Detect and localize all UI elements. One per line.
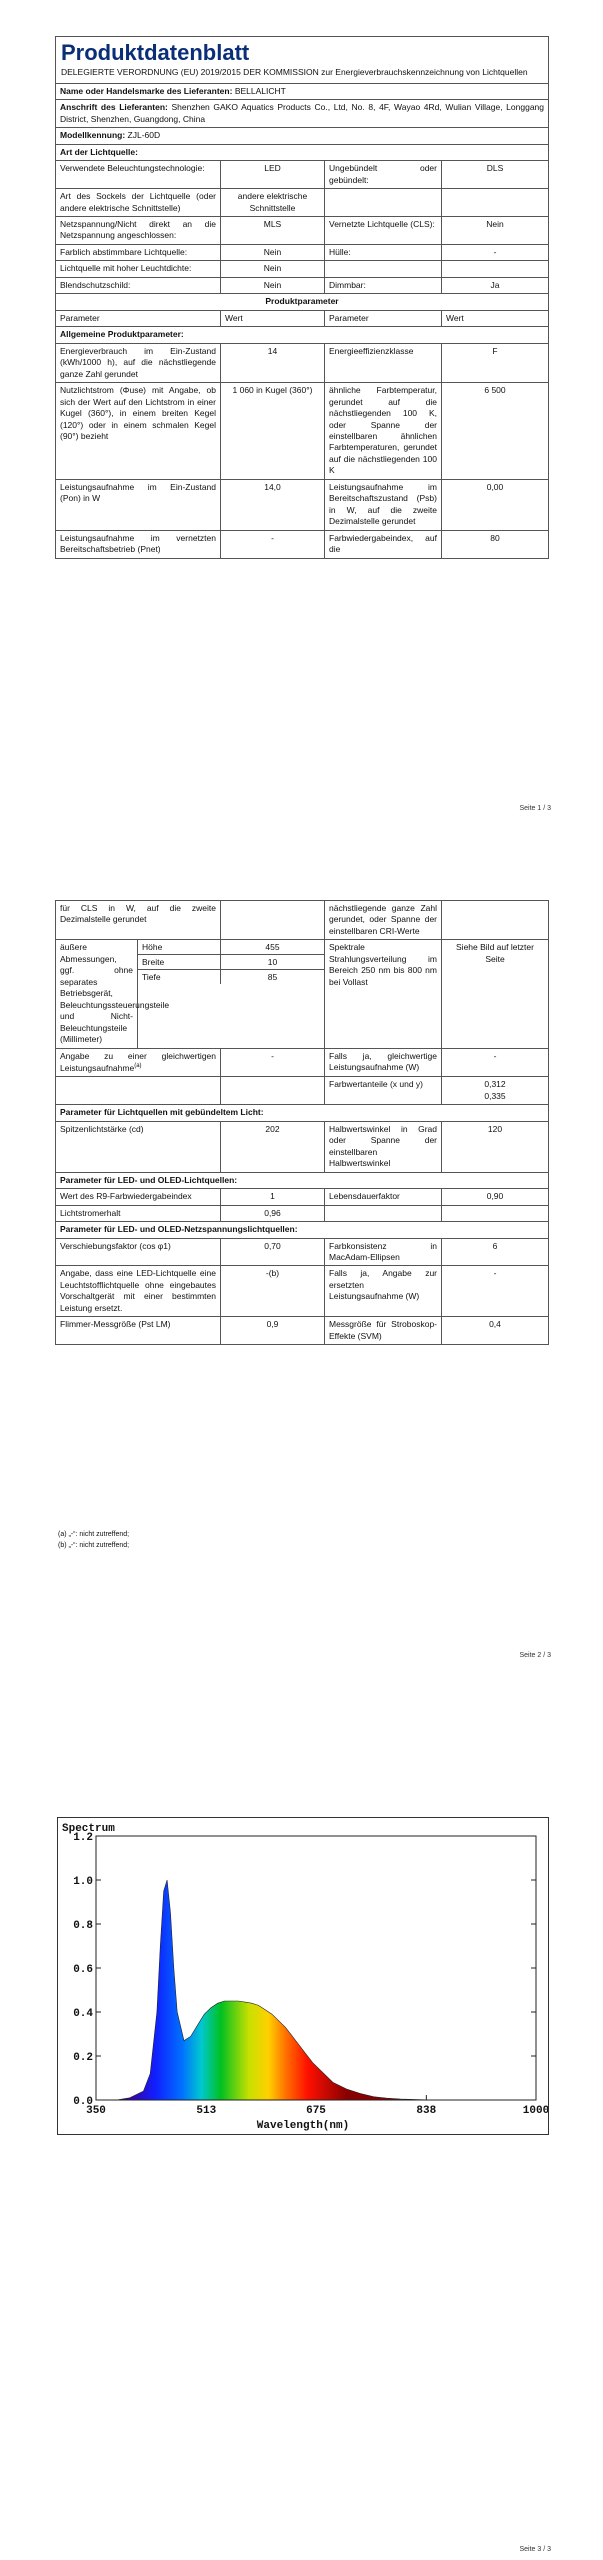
param-value: DLS: [486, 163, 504, 174]
supplier-address: Shenzhen GAKO Aquatics Products Co., Ltd, No. 8, 4F, Wayao 4Rd, Wulian Village, Longgang District, Shenzhen, Guangdong, China: [60, 102, 544, 124]
param-label: Verschiebungsfaktor (cos φ1): [56, 1239, 221, 1266]
param-label: Lebensdauerfaktor: [325, 1189, 442, 1204]
param-label: Netzspannung/Nicht direkt an die Netzspannung angeschlossen:: [56, 217, 221, 244]
y-tick-label: 0.6: [73, 1964, 93, 1976]
param-value: 1: [221, 1189, 325, 1204]
param-value: 0,9: [221, 1317, 325, 1344]
page-footer: Seite 3 / 3: [519, 2546, 551, 2553]
footnote: (b) „-“: nicht zutreffend;: [58, 1541, 130, 1549]
column-header: Parameter: [325, 311, 442, 326]
param-label: ähnliche Farbtemperatur, gerundet auf die nächstliegenden 100 K, oder Spanne der einstellbaren ähnlichen Farbtemperaturen, gerundet auf die nächstliegenden 100 K: [325, 383, 442, 479]
param-value: Ja: [490, 279, 500, 290]
chromaticity-y: 0,335: [484, 1090, 506, 1101]
y-tick-label: 1.2: [73, 1832, 93, 1844]
table-row: [56, 1189, 548, 1205]
regulation-subtitle: DELEGIERTE VERORDNUNG (EU) 2019/2015 DER KOMMISSION zur Energieverbrauchskennzeichnung von Lichtquellen: [61, 67, 528, 78]
spectral-value: Siehe Bild auf letzter Seite: [456, 942, 534, 964]
param-label: Falls ja, Angabe zur ersetzten Leistungsaufnahme (W): [325, 1266, 442, 1316]
x-tick-label: 513: [196, 2105, 217, 2117]
table-row: [56, 1266, 548, 1317]
supplier-name: BELLALICHT: [234, 85, 286, 96]
param-value: [442, 261, 548, 276]
param-label: Farblich abstimmbare Lichtquelle:: [56, 245, 221, 260]
document-title: Produktdatenblatt: [61, 40, 250, 65]
dimension-label: Breite: [138, 955, 221, 969]
table-row: [56, 901, 548, 940]
datasheet-table-2: [55, 900, 549, 1345]
table-row: [56, 1239, 548, 1267]
equiv-power-label-text: Angabe zu einer gleichwertigen Leistungsaufnahme: [60, 1050, 216, 1073]
param-label: Hülle:: [325, 245, 442, 260]
equiv-power-value: -: [221, 1049, 325, 1077]
param-value: [442, 189, 548, 216]
param-value: 0,00: [486, 481, 504, 492]
param-label: Nutzlichtstrom (Φuse) mit Angabe, ob sich der Wert auf den Lichtstrom in einer Kugel (360°), in einem breiten Kegel (120°) oder in einem schmalen Kegel (90°) bezieht: [56, 383, 221, 479]
supplier-address-label: Anschrift des Lieferanten:: [60, 102, 168, 113]
param-value: Nein: [221, 245, 325, 260]
param-label: Halbwertswinkel in Grad oder Spanne der einstellbaren Halbwertswinkel: [325, 1122, 442, 1172]
chromaticity-label: Farbwertanteile (x und y): [325, 1077, 442, 1104]
equiv-power-label: [56, 1049, 221, 1077]
table-row: [56, 531, 548, 558]
y-tick-label: 0.8: [73, 1920, 93, 1932]
table-header-row: [56, 311, 548, 327]
param-label: Lichtstromerhalt: [56, 1206, 221, 1221]
chromaticity-x: 0,312: [484, 1079, 506, 1090]
param-label: Angabe, dass eine LED-Lichtquelle eine Leuchtstofflichtquelle ohne eingebautes Vorschaltgerät mit einer bestimmten Leistung ersetzt.: [56, 1266, 221, 1316]
param-label: Spitzenlichtstärke (cd): [56, 1122, 221, 1172]
param-value: [442, 1206, 548, 1221]
param-label: Verwendete Beleuchtungstechnologie:: [56, 161, 221, 188]
x-axis-label: Wavelength(nm): [256, 2120, 350, 2132]
param-value: 0,4: [489, 1319, 501, 1330]
chart-title: Spectrum: [62, 1823, 115, 1835]
chromaticity-value: [442, 1077, 548, 1104]
table-row: [56, 1077, 548, 1105]
table-row: [56, 278, 548, 294]
param-value: [442, 901, 548, 939]
param-value: -: [493, 1268, 497, 1279]
dimensions-values: [138, 940, 325, 1047]
mls-section-heading: Parameter für LED- und OLED-Netzspannungslichtquellen:: [60, 1224, 298, 1235]
page-1: [0, 0, 603, 812]
param-value: [221, 901, 325, 939]
param-label: Leistungsaufnahme im Ein-Zustand (Pon) in W: [56, 480, 221, 530]
param-value: -(b): [221, 1266, 325, 1316]
param-label: Energieverbrauch im Ein-Zustand (kWh/1000 h), auf die nächstliegende ganze Zahl gerundet: [56, 344, 221, 382]
table-row: [56, 344, 548, 383]
param-label: Lichtquelle mit hoher Leuchtdichte:: [56, 261, 221, 276]
param-value: 0,96: [221, 1206, 325, 1221]
column-header: Wert: [221, 311, 325, 326]
param-label: Leistungsaufnahme im Bereitschaftszustand (Psb) in W, auf die zweite Dezimalstelle gerundet: [325, 480, 442, 530]
page-footer: Seite 1 / 3: [519, 805, 551, 812]
y-tick-label: 0.4: [73, 2008, 93, 2020]
table-row: [56, 1122, 548, 1173]
table-row: [56, 1317, 548, 1344]
equiv-power-r-label: Falls ja, gleichwertige Leistungsaufnahme (W): [325, 1049, 442, 1077]
led-section-heading: Parameter für LED- und OLED-Lichtquellen:: [60, 1174, 238, 1185]
param-label: Energieeffizienzklasse: [325, 344, 442, 382]
page-2: [0, 812, 603, 1688]
table-row: [56, 189, 548, 217]
param-value: 6: [492, 1240, 498, 1251]
param-label: Wert des R9-Farbwiedergabeindex: [56, 1189, 221, 1204]
param-label: [325, 261, 442, 276]
dimension-label: Tiefe: [138, 970, 221, 984]
dimension-value: 455: [265, 942, 280, 953]
dimensions-row: [56, 940, 548, 1048]
param-value: 80: [490, 532, 500, 543]
footnote-marker: (a): [134, 1063, 142, 1070]
param-value: F: [492, 345, 498, 356]
dimension-label: Höhe: [138, 940, 221, 954]
product-params-heading: Produktparameter: [265, 296, 339, 307]
column-header: Wert: [446, 312, 464, 323]
footnotes: [58, 1530, 129, 1551]
table-row: [56, 383, 548, 480]
dimensions-label: äußere Abmessungen, ggf. ohne separates Betriebsgerät, Beleuchtungssteuerungsteile und Nicht-Beleuchtungsteile (Millimeter): [56, 940, 138, 1047]
param-label: [325, 189, 442, 216]
param-value: 14: [221, 344, 325, 382]
param-label: Flimmer-Messgröße (Pst LM): [56, 1317, 221, 1344]
x-tick-label: 838: [416, 2105, 437, 2117]
param-value: andere elektrische Schnittstelle: [221, 189, 325, 216]
spectrum-chart: [57, 1817, 549, 2135]
spectral-label: Spektrale Strahlungsverteilung im Bereich 250 nm bis 800 nm bei Vollast: [325, 940, 442, 1047]
equiv-power-r-value: -: [493, 1050, 497, 1061]
y-tick-label: 0.0: [73, 2096, 93, 2108]
table-row: [56, 217, 548, 245]
dimension-row: [138, 970, 324, 984]
y-tick-label: 1.0: [73, 1876, 93, 1888]
empty-cell: [221, 1077, 325, 1104]
footnote: (a) „-“: nicht zutreffend;: [58, 1531, 130, 1538]
param-label: Art des Sockels der Lichtquelle (oder andere elektrische Schnittstelle): [56, 189, 221, 216]
table-row: [56, 261, 548, 277]
y-tick-label: 0.2: [73, 2052, 93, 2064]
param-value: 14,0: [221, 480, 325, 530]
param-value: 6 500: [484, 385, 506, 396]
dimension-row: [138, 955, 324, 970]
param-value: -: [493, 246, 497, 257]
spectrum-svg: [58, 1818, 548, 2134]
table-row: [56, 1049, 548, 1078]
param-value: Nein: [221, 261, 325, 276]
param-label: [325, 1206, 442, 1221]
param-label: Farbkonsistenz in MacAdam-Ellipsen: [325, 1239, 442, 1266]
supplier-name-label: Name oder Handelsmarke des Lieferanten:: [60, 85, 233, 96]
model-label: Modellkennung:: [60, 130, 126, 141]
dimension-value: 10: [267, 957, 278, 968]
param-value: LED: [221, 161, 325, 188]
general-params-heading: Allgemeine Produktparameter:: [60, 329, 184, 340]
param-value: Nein: [221, 278, 325, 293]
param-value: 120: [487, 1123, 503, 1134]
param-label: Leistungsaufnahme im vernetzten Bereitschaftsbetrieb (Pnet): [56, 531, 221, 558]
param-label: nächstliegende ganze Zahl gerundet, oder Spanne der einstellbaren CRI-Werte: [325, 901, 442, 939]
param-value: -: [221, 531, 325, 558]
table-row: [56, 161, 548, 189]
param-value: 0,90: [486, 1191, 504, 1202]
param-label: Farbwiedergabeindex, auf die: [325, 531, 442, 558]
param-label: Ungebündelt oder gebündelt:: [325, 161, 442, 188]
param-label: Blendschutzschild:: [56, 278, 221, 293]
table-row: [56, 245, 548, 261]
x-tick-label: 1000: [522, 2105, 548, 2117]
column-header: Parameter: [56, 311, 221, 326]
page-footer: Seite 2 / 3: [519, 1652, 551, 1659]
param-value: MLS: [221, 217, 325, 244]
param-label: für CLS in W, auf die zweite Dezimalstelle gerundet: [56, 901, 221, 939]
param-value: Nein: [486, 218, 504, 229]
param-value: 1 060 in Kugel (360°): [221, 383, 325, 479]
x-tick-label: 350: [86, 2105, 106, 2117]
param-label: Vernetzte Lichtquelle (CLS):: [325, 217, 442, 244]
title-block: [56, 37, 548, 84]
light-source-type-heading: Art der Lichtquelle:: [60, 146, 138, 157]
table-row: [56, 480, 548, 531]
spectrum-area: [96, 1880, 536, 2100]
datasheet-table-1: [55, 36, 549, 559]
model-id: ZJL-60D: [127, 130, 161, 141]
param-label: Dimmbar:: [325, 278, 442, 293]
param-label: Messgröße für Stroboskop-Effekte (SVM): [325, 1317, 442, 1344]
empty-cell: [56, 1077, 221, 1104]
table-row: [56, 1206, 548, 1222]
dimension-row: [138, 940, 324, 955]
dls-section-heading: Parameter für Lichtquellen mit gebündeltem Licht:: [60, 1107, 264, 1118]
param-value: 0,70: [221, 1239, 325, 1266]
dimension-value: 85: [267, 972, 278, 983]
x-tick-label: 675: [306, 2105, 326, 2117]
param-value: 202: [221, 1122, 325, 1172]
